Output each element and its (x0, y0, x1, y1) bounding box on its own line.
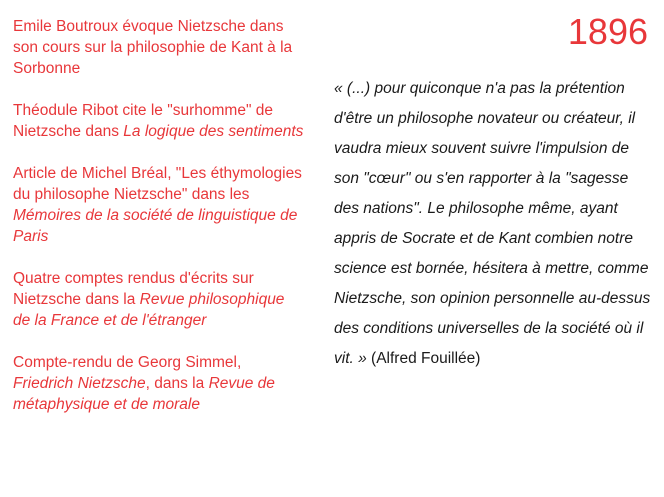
event-entry (13, 268, 305, 331)
event-text: , dans la (145, 375, 209, 392)
event-title-italic: La logique des sentiments (123, 123, 304, 140)
quote-author: (Alfred Fouillée) (371, 350, 481, 367)
quote-text: « (...) pour quiconque n'a pas la prétention d'être un philosophe novateur ou créateur, il vaudra mieux souvent suivre l'impulsion de son "cœur" ou s'en rapporter à la "sagesse des nations". Le philosophe même, ayant appris de Socrate et de Kant combien notre science est bornée, hésitera à mettre, comme Nietzsche, son opinion personnelle au-dessus des conditions universelles de la société où il vit. » (334, 80, 651, 367)
event-entry (13, 352, 305, 415)
event-entry (13, 16, 305, 79)
event-text: Emile Boutroux évoque Nietzsche dans son cours sur la philosophie de Kant à la Sorbonne (13, 18, 293, 77)
event-text: Compte-rendu de Georg Simmel, (13, 354, 242, 371)
quote-block (334, 74, 654, 374)
event-title-italic: Friedrich Nietzsche (13, 375, 146, 392)
event-entry (13, 163, 305, 247)
event-entry (13, 100, 305, 142)
events-list (13, 16, 305, 436)
event-title-italic: Mémoires de la société de linguistique de Paris (13, 207, 298, 245)
event-text: Quatre comptes rendus d'écrits sur Nietzsche dans la (13, 270, 254, 308)
event-title-italic: Revue philosophique de la France et de l'étranger (13, 291, 285, 329)
event-title-italic: Revue de métaphysique et de morale (13, 375, 275, 413)
year-heading: 1896 (567, 11, 648, 52)
event-text: Article de Michel Bréal, "Les éthymologies du philosophe Nietzsche" dans les (13, 165, 302, 203)
event-text: Théodule Ribot cite le "surhomme" de Nietzsche dans (13, 102, 273, 140)
